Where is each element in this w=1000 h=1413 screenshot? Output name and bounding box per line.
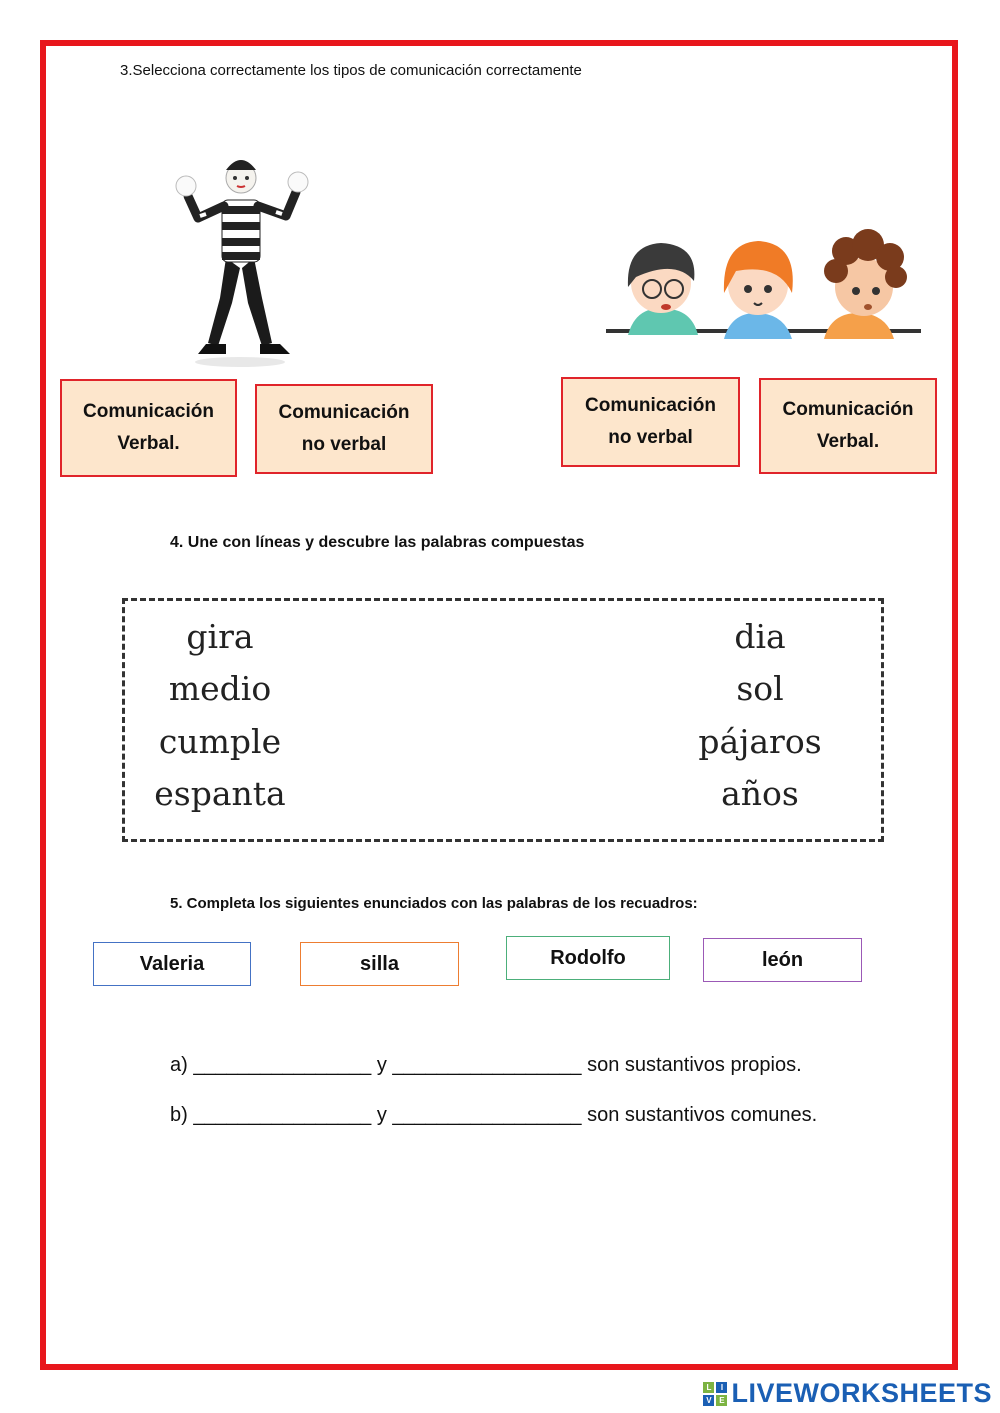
option-no-verbal-left[interactable]: Comunicación no verbal <box>255 384 433 474</box>
sentence-b: b) ________________ y _________________ son sustantivos comunes. <box>170 1104 818 1126</box>
right-word[interactable]: dia <box>734 617 786 656</box>
option-verbal-right[interactable]: Comunicación Verbal. <box>759 378 937 474</box>
word-box-valeria[interactable]: Valeria <box>93 942 251 986</box>
children-talking-illustration <box>606 215 921 350</box>
logo-text: LIVEWORKSHEETS <box>731 1378 992 1408</box>
left-word[interactable]: medio <box>168 669 272 708</box>
right-word[interactable]: años <box>721 774 799 813</box>
mime-illustration <box>168 148 318 368</box>
right-word[interactable]: sol <box>736 669 784 708</box>
question-3-instruction: 3.Selecciona correctamente los tipos de comunicación correctamente <box>120 62 582 79</box>
option-no-verbal-right[interactable]: Comunicación no verbal <box>561 377 740 467</box>
word-box-silla[interactable]: silla <box>300 942 459 986</box>
option-verbal-left[interactable]: Comunicación Verbal. <box>60 379 237 477</box>
left-word[interactable]: gira <box>186 617 254 656</box>
sentence-a: a) ________________ y _________________ son sustantivos propios. <box>170 1054 802 1076</box>
logo-icon: L I V E <box>703 1382 727 1406</box>
left-word[interactable]: cumple <box>158 722 282 761</box>
question-4-instruction: 4. Une con líneas y descubre las palabras compuestas <box>170 534 585 551</box>
question-5-instruction: 5. Completa los siguientes enunciados con las palabras de los recuadros: <box>170 895 698 912</box>
word-box-rodolfo[interactable]: Rodolfo <box>506 936 670 980</box>
right-word[interactable]: pájaros <box>698 722 822 761</box>
left-word[interactable]: espanta <box>154 774 286 813</box>
word-box-leon[interactable]: león <box>703 938 862 982</box>
liveworksheets-logo <box>703 1378 992 1409</box>
